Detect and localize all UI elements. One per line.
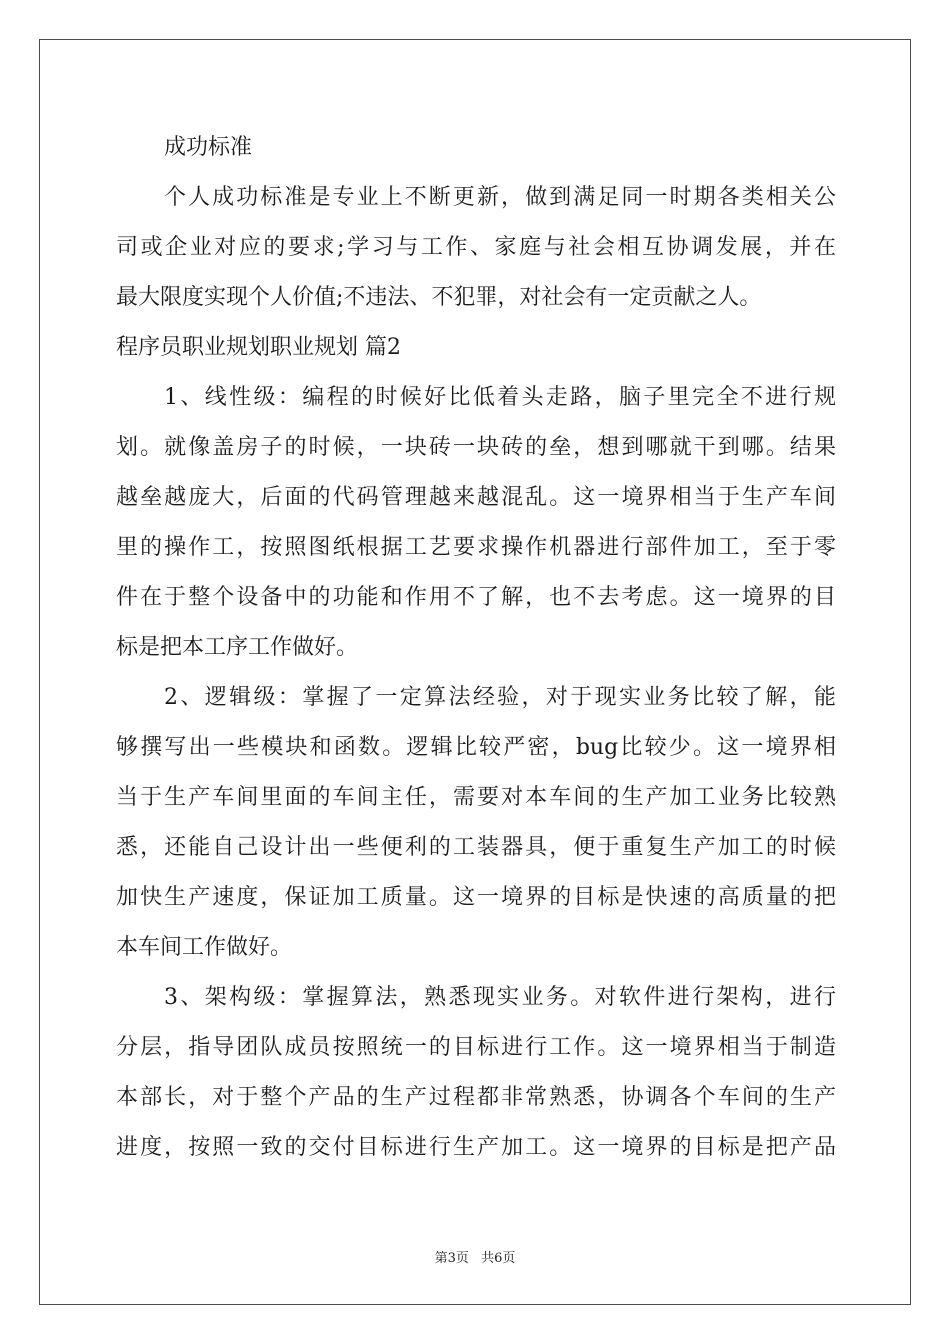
paragraph-line: 本车间工作做好。 [116, 935, 293, 960]
paragraph-line: 加快生产速度，保证加工质量。这一境界的目标是快速的高质量的把 [116, 885, 836, 910]
paragraph-line: 最大限度实现个人价值;不违法、不犯罪，对社会有一定贡献之人。 [116, 285, 762, 310]
paragraph-line: 进度，按照一致的交付目标进行生产加工。这一境界的目标是把产品 [116, 1135, 836, 1160]
paragraph-line: 1、线性级：编程的时候好比低着头走路，脑子里完全不进行规 [164, 385, 836, 410]
page-footer [0, 1247, 950, 1266]
paragraph-line: 当于生产车间里面的车间主任，需要对本车间的生产加工业务比较熟 [116, 785, 836, 810]
paragraph-line: 划。就像盖房子的时候，一块砖一块砖的垒，想到哪就干到哪。结果 [116, 435, 836, 460]
paragraph-line: 个人成功标准是专业上不断更新，做到满足同一时期各类相关公 [164, 185, 836, 210]
paragraph-line: 悉，还能自己设计出一些便利的工装器具，便于重复生产加工的时候 [116, 835, 836, 860]
paragraph-line: 标是把本工序工作做好。 [116, 635, 359, 660]
paragraph-line: 3、架构级：掌握算法，熟悉现实业务。对软件进行架构，进行 [164, 985, 836, 1010]
paragraph-line: 越垒越庞大，后面的代码管理越来越混乱。这一境界相当于生产车间 [116, 485, 836, 510]
section-heading-success-criteria: 成功标准 [164, 135, 253, 160]
paragraph-line: 分层，指导团队成员按照统一的目标进行工作。这一境界相当于制造 [116, 1035, 836, 1060]
paragraph-line: 件在于整个设备中的功能和作用不了解，也不去考虑。这一境界的目 [116, 585, 836, 610]
paragraph-line: 本部长，对于整个产品的生产过程都非常熟悉，协调各个车间的生产 [116, 1085, 836, 1110]
paragraph-line: 里的操作工，按照图纸根据工艺要求操作机器进行部件加工，至于零 [116, 535, 836, 560]
section-heading-part-2: 程序员职业规划职业规划 篇2 [116, 335, 401, 360]
paragraph-line: 够撰写出一些模块和函数。逻辑比较严密，bug比较少。这一境界相 [116, 735, 836, 760]
paragraph-line: 2、逻辑级：掌握了一定算法经验，对于现实业务比较了解，能 [164, 685, 836, 710]
page-number: 第3页 [434, 1251, 469, 1266]
paragraph-line: 司或企业对应的要求;学习与工作、家庭与社会相互协调发展，并在 [116, 235, 836, 260]
document-body [116, 123, 836, 1173]
page-total: 共6页 [481, 1251, 516, 1266]
